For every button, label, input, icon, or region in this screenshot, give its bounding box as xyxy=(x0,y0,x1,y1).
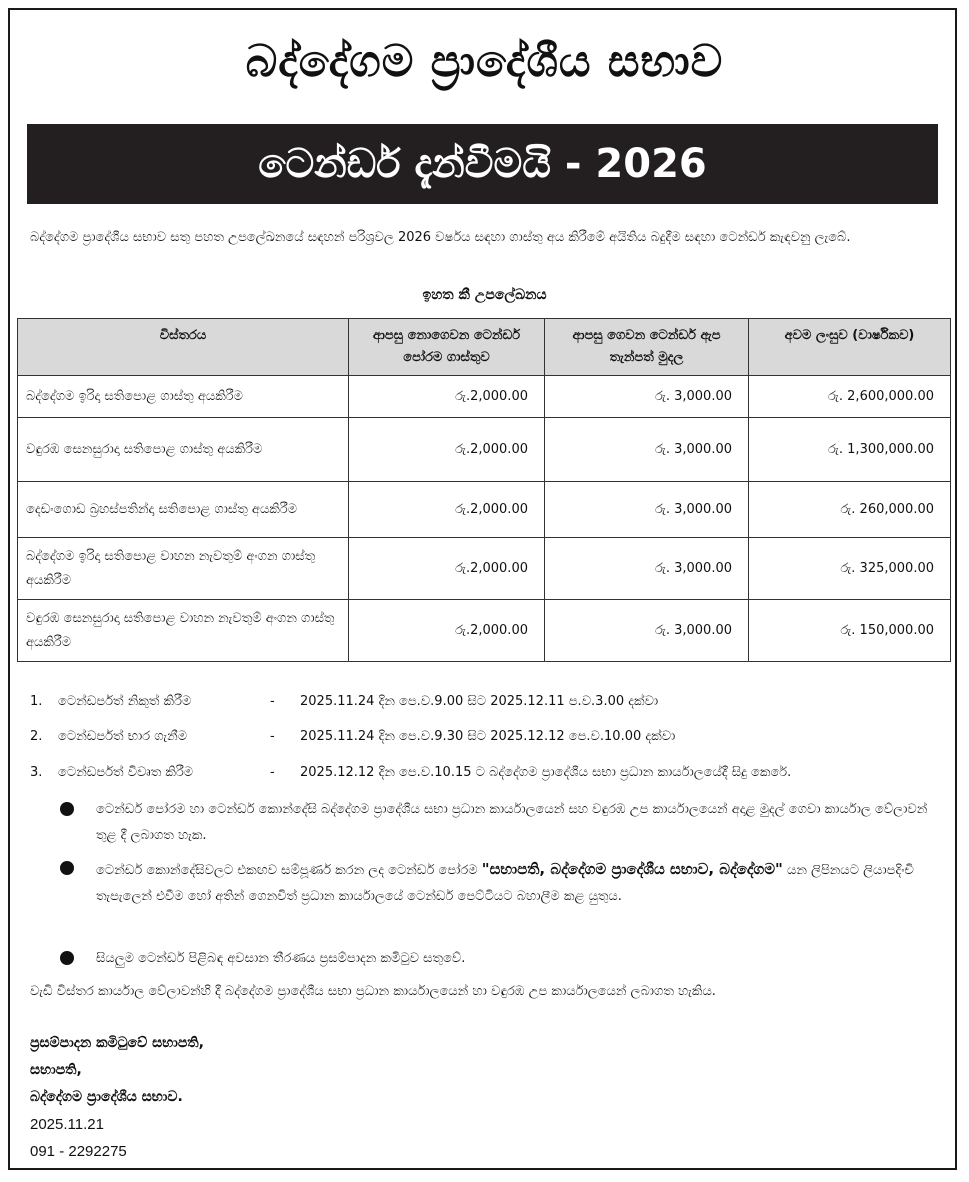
table-row xyxy=(18,538,951,600)
row-deposit: රු. 3,000.00 xyxy=(545,376,749,418)
council-title: බද්දේගම ප්‍රාදේශීය සභාව xyxy=(245,36,724,87)
bullet-text-post: යන ලිපිනයට ලියාපදිංචි තැපැලෙන් එවීම හෝ අතින් ගෙනවිත් ප්‍රධාන කාර්යාලයේ ටෙන්ඩර් පෙට්ටියට බහාලීම කළ යුතුය. xyxy=(96,863,914,904)
bullet-item xyxy=(60,946,940,972)
bullet-address: "සභාපති, බද්දේගම ප්‍රාදේශීය සභාව, බද්දේගම" xyxy=(481,860,783,878)
row-description: දෙඩංගොඩ බ්‍රහස්පතින්දා සතිපොළ ගාස්තු අයකිරීම xyxy=(18,482,349,538)
row-form-fee: රු.2,000.00 xyxy=(349,376,545,418)
table-caption: ඉහත කී උපලේඛනය xyxy=(422,287,547,303)
row-description: බද්දේගම ඉරිදා සතිපොළ ගාස්තු අයකිරීම xyxy=(18,376,349,418)
header-min-bid: අවම ලංසුව (වාර්ෂිකව) xyxy=(749,319,951,376)
row-form-fee: රු.2,000.00 xyxy=(349,600,545,662)
schedule-text: 2025.11.24 දින පෙ.ව.9.00 සිට 2025.12.11 ප.ව.3.00 දක්වා xyxy=(300,694,659,709)
schedule-text: 2025.12.12 දින පෙ.ව.10.15 ට බද්දේගම ප්‍රාදේශීය සභා ප්‍රධාන කාර්යාලයේදී සිදු කෙරේ. xyxy=(300,765,792,780)
signature-date: 2025.11.21 xyxy=(30,1116,104,1133)
table-header-row xyxy=(18,319,951,376)
row-min-bid: රු. 1,300,000.00 xyxy=(749,418,951,482)
bullet-text: ටෙන්ඩර් පෝරම හා ටෙන්ඩර් කොන්දේසි බද්දේගම ප්‍රාදේශීය සභා ප්‍රධාන කාර්යාලයෙන් සහ වඳුරඹ උප කාර්යාලයෙන් අදාළ මුදල් ගෙවා කාර්යාල වේලාවන් තුළ දී ලබාගත හැක. xyxy=(96,802,928,843)
row-form-fee: රු.2,000.00 xyxy=(349,538,545,600)
schedule-label: ටෙන්ඩර්පත් විවෘත කිරීම xyxy=(58,765,194,780)
row-deposit: රු. 3,000.00 xyxy=(545,538,749,600)
row-min-bid: රු. 325,000.00 xyxy=(749,538,951,600)
row-min-bid: රු. 150,000.00 xyxy=(749,600,951,662)
tender-schedule-table xyxy=(17,318,951,662)
signature-phone: 091 - 2292275 xyxy=(30,1143,127,1160)
schedule-dash: - xyxy=(270,729,275,744)
notice-banner: ටෙන්ඩර් දැන්වීමයි - 2026 xyxy=(27,124,938,204)
bullet-text: සියලුම ටෙන්ඩර් පිළිබඳ අවසාන තීරණය ප්‍රසම්පාදන කමිටුව සතුවේ. xyxy=(96,951,466,966)
header-form-fee: ආපසු නොගෙවන ටෙන්ඩර් පෝරම ගාස්තුව xyxy=(349,319,545,376)
signature-line-1: ප්‍රසම්පාදන කමිටුවේ සභාපති, xyxy=(30,1035,204,1051)
row-description: වඳුරඹ සෙනසුරාදා සතිපොළ ගාස්තු අයකිරීම xyxy=(18,418,349,482)
signature-line-3: බද්දේගම ප්‍රාදේශීය සභාව. xyxy=(30,1089,183,1105)
row-deposit: රු. 3,000.00 xyxy=(545,600,749,662)
schedule-label: ටෙන්ඩර්පත් භාර ගැනීම xyxy=(58,729,188,744)
footer-note: වැඩි විස්තර කාර්යාල වේලාවන්හි දී බද්දේගම ප්‍රාදේශීය සභා ප්‍රධාන කාර්යාලයෙන් හා වඳුරඹ උප කාර්යාලයෙන් ලබාගත හැකිය. xyxy=(30,984,716,999)
bullet-text xyxy=(96,856,940,910)
schedule-number: 2. xyxy=(30,729,43,744)
bullet-text-pre: ටෙන්ඩර් කොන්දේසිවලට එකඟව සම්පූර්ණ කරන ලද ටෙන්ඩර් පෝරම xyxy=(96,863,478,878)
signature-block xyxy=(30,1030,204,1165)
table-row xyxy=(18,600,951,662)
signature-line-2: සභාපති, xyxy=(30,1062,82,1078)
schedule-number: 1. xyxy=(30,694,43,709)
row-min-bid: රු. 2,600,000.00 xyxy=(749,376,951,418)
row-min-bid: රු. 260,000.00 xyxy=(749,482,951,538)
table-row xyxy=(18,482,951,538)
schedule-text: 2025.11.24 දින පෙ.ව.9.30 සිට 2025.12.12 පෙ.ව.10.00 දක්වා xyxy=(300,729,676,744)
bullet-icon xyxy=(60,861,74,875)
bullet-item xyxy=(60,856,940,910)
row-deposit: රු. 3,000.00 xyxy=(545,482,749,538)
row-form-fee: රු.2,000.00 xyxy=(349,482,545,538)
schedule-label: ටෙන්ඩර්පත් නිකුත් කිරීම xyxy=(58,694,192,709)
header-deposit: ආපසු ගෙවන ටෙන්ඩර් ඇප තැන්පත් මුදල xyxy=(545,319,749,376)
schedule-dash: - xyxy=(270,765,275,780)
bullet-icon xyxy=(60,951,74,965)
row-form-fee: රු.2,000.00 xyxy=(349,418,545,482)
row-description: වඳුරඹ සෙනසුරාදා සතිපොළ වාහන නැවතුම් අංගන ගාස්තු අයකිරීම xyxy=(18,600,349,662)
schedule-number: 3. xyxy=(30,765,43,780)
bullet-icon xyxy=(60,802,74,816)
table-row xyxy=(18,418,951,482)
table-row xyxy=(18,376,951,418)
row-deposit: රු. 3,000.00 xyxy=(545,418,749,482)
header-description: විස්තරය xyxy=(18,319,349,376)
row-description: බද්දේගම ඉරිදා සතිපොළ වාහන නැවතුම් අංගන ගාස්තු අයකිරීම xyxy=(18,538,349,600)
bullet-item xyxy=(60,797,940,849)
schedule-dash: - xyxy=(270,694,275,709)
intro-paragraph: බද්දේගම ප්‍රාදේශීය සභාව සතු පහත උපලේඛනයේ සඳහන් පරිශ්‍රවල 2026 වර්ෂය සඳහා ගාස්තු අය කිරීමේ අයිතිය බදුදීම සඳහා ටෙන්ඩර් කැඳවනු ලැබේ. xyxy=(30,230,851,245)
